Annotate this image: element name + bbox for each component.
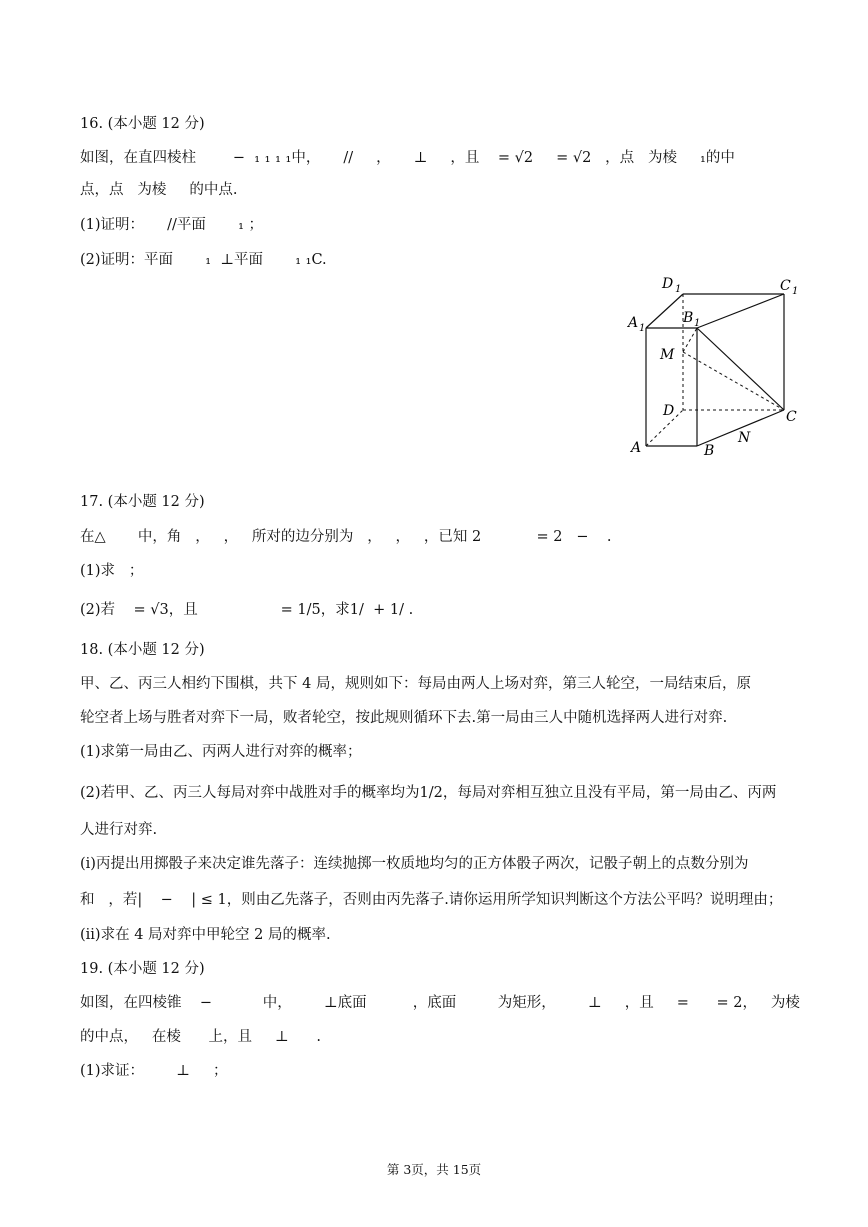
edge-A1-D1 bbox=[646, 294, 683, 328]
problem-17-statement: 在△ 中，角 ， ， 所对的边分别为 ， ， ，已知 2 = 2 − . bbox=[80, 529, 612, 545]
problem-18-statement-line2: 轮空者上场与胜者对弈下一局，败者轮空，按此规则循环下去.第一局由三人中随机选择两人进行对弈. bbox=[80, 710, 728, 726]
problem-18-sub1-line2: 和 ，若| − | ≤ 1，则由乙先落子，否则由丙先落子.请你运用所学知识判断这个方法公平吗？说明理由； bbox=[80, 892, 783, 908]
label-B: B bbox=[704, 443, 715, 459]
problem-19-statement-line2: 的中点， 在棱 上，且 ⊥ . bbox=[80, 1029, 321, 1045]
label-A: A bbox=[631, 440, 642, 456]
problem-18-part2-cont: 人进行对弈. bbox=[80, 822, 158, 838]
label-N: N bbox=[738, 430, 751, 446]
label-A1: A bbox=[628, 315, 639, 331]
problem-18-sub1-line1: (i)丙提出用掷骰子来决定谁先落子：连续抛掷一枚质地均匀的正方体骰子两次，记骰子朝上的点数分别为 bbox=[80, 856, 749, 872]
edge-B1-C bbox=[697, 328, 784, 410]
problem-16-statement-line1: 如图，在直四棱柱 − ₁ ₁ ₁ ₁中， // ， ⊥ ，且 = √2 = √2 ，点 为棱 ₁的中 bbox=[80, 150, 735, 166]
problem-18-header: 18. (本小题 12 分) bbox=[80, 642, 205, 658]
label-D1: D bbox=[662, 276, 674, 292]
label-B1-sub: 1 bbox=[694, 318, 701, 329]
label-M: M bbox=[660, 347, 675, 363]
problem-16-statement-line2: 点，点 为棱 的中点. bbox=[80, 182, 238, 198]
label-B1: B bbox=[683, 310, 694, 326]
page-footer: 第 3页，共 15页 bbox=[386, 1162, 482, 1177]
problem-16-header: 16. (本小题 12 分) bbox=[80, 116, 205, 132]
problem-18-part1: (1)求第一局由乙、丙两人进行对弈的概率； bbox=[80, 744, 362, 760]
problem-19-statement-line1: 如图，在四棱锥 − 中， ⊥底面 ，底面 为矩形， ⊥ ，且 = = 2， 为棱 bbox=[80, 995, 800, 1011]
problem-16-part2: (2)证明：平面 ₁ ⊥平面 ₁ ₁C. bbox=[80, 252, 327, 268]
label-D: D bbox=[663, 403, 675, 419]
problem-18-statement-line1: 甲、乙、丙三人相约下围棋，共下 4 局，规则如下：每局由两人上场对弈，第三人轮空，一局结束后，原 bbox=[80, 676, 751, 692]
label-C1-sub: 1 bbox=[792, 286, 799, 297]
label-C: C bbox=[786, 409, 797, 425]
problem-17-part1: (1)求 ； bbox=[80, 563, 144, 579]
label-A1-sub: 1 bbox=[639, 323, 646, 334]
problem-18-part2: (2)若甲、乙、丙三人每局对弈中战胜对手的概率均为1/2，每局对弈相互独立且没有平局，第一局由乙、丙两 bbox=[80, 785, 777, 801]
problem-17-header: 17. (本小题 12 分) bbox=[80, 494, 205, 510]
problem-17-part2: (2)若 = √3，且 = 1/5，求1/ + 1/ . bbox=[80, 602, 414, 618]
label-D1-sub: 1 bbox=[675, 284, 682, 295]
label-C1: C bbox=[780, 278, 791, 294]
prism-figure bbox=[620, 268, 810, 464]
segment-M-C bbox=[683, 352, 784, 410]
problem-19-header: 19. (本小题 12 分) bbox=[80, 961, 205, 977]
problem-18-sub2: (ii)求在 4 局对弈中甲轮空 2 局的概率. bbox=[80, 927, 331, 943]
segment-M-B1 bbox=[683, 328, 697, 352]
problem-16-part1: (1)证明： //平面 ₁ ； bbox=[80, 217, 264, 233]
problem-19-part1: (1)求证： ⊥ ； bbox=[80, 1063, 228, 1079]
edge-B1-C1 bbox=[697, 294, 784, 328]
